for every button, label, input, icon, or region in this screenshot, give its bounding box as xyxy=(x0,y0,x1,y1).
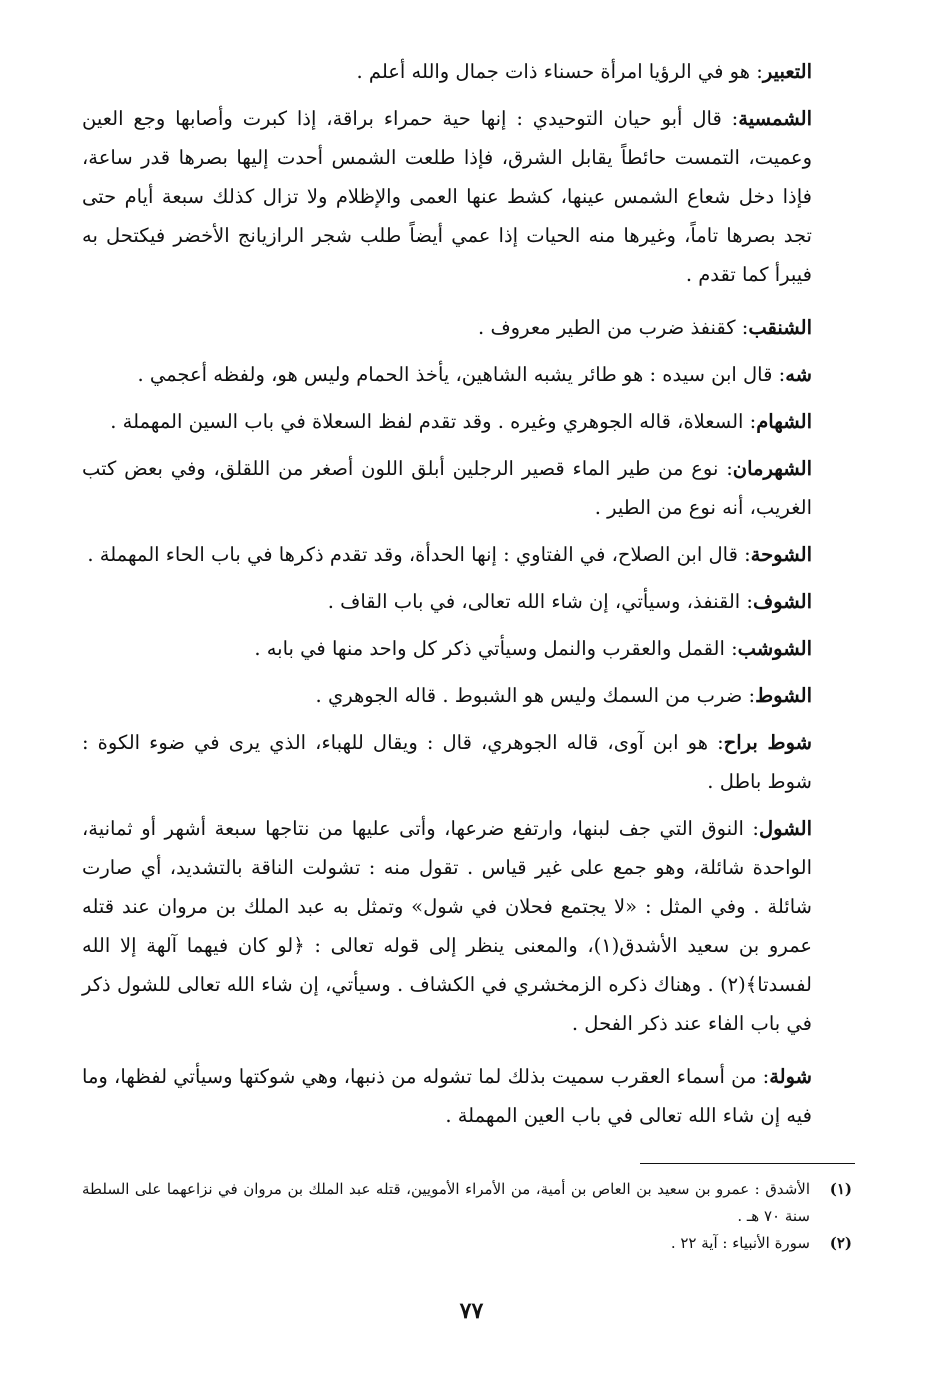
entry-shawt-barah xyxy=(82,723,812,801)
entry-shah xyxy=(82,355,812,394)
footnote xyxy=(82,1230,852,1257)
entry-alshunqub xyxy=(82,308,812,347)
entry-term: الشول xyxy=(759,817,812,840)
entry-altabir xyxy=(82,52,812,91)
entry-text: : قال ابن سيده : هو طائر يشبه الشاهين، يأخذ الحمام وليس هو، ولفظه أعجمي . xyxy=(137,363,786,386)
entry-alshiham xyxy=(82,402,812,441)
entry-text: : القمل والعقرب والنمل وسيأتي ذكر كل واحد منها في بابه . xyxy=(254,637,738,660)
entry-text: : كقنفذ ضرب من الطير معروف . xyxy=(478,316,749,339)
footnote-separator xyxy=(640,1163,855,1164)
footnotes xyxy=(82,1176,852,1257)
entry-alshawha xyxy=(82,535,812,574)
entry-shawla xyxy=(82,1057,812,1135)
entry-term: الشوحة xyxy=(750,543,812,566)
entry-text: : ضرب من السمك وليس هو الشبوط . قاله الجوهري . xyxy=(315,684,756,707)
entry-term: الشنقب xyxy=(748,316,812,339)
footnote xyxy=(82,1176,852,1230)
entry-text: : القنفذ، وسيأتي، إن شاء الله تعالى، في باب القاف . xyxy=(327,590,753,613)
entry-alshahraman xyxy=(82,449,812,527)
entry-term: الشوشب xyxy=(737,637,812,660)
footnote-mark: (١) xyxy=(829,1180,852,1198)
entry-alshamsiya xyxy=(82,99,812,294)
entry-text: : نوع من طير الماء قصير الرجلين أبلق اللون أصغر من اللقلق، وفي بعض كتب الغريب، أنه نوع من الطير . xyxy=(82,457,812,519)
entry-text: : قال أبو حيان التوحيدي : إنها حية حمراء براقة، إذا كبرت وأصابها وجع العين وعميت، التمست حائطاً يقابل الشرق، فإذا طلعت الشمس أحدت إليها بصرها قدر ساعة، فإذا دخل شعاع الشمس عينها، كشط عنها العمى والإظلام ولا تزال كذلك سبعة أيام حتى تجد بصرها تاماً، وغيرها منه الحيات إذا عمي أيضاً طلب شجر الرازيانج الأخضر فيكتحل به فيبرأ كما تقدم . xyxy=(82,107,812,286)
entry-term: شوط براح xyxy=(723,731,812,754)
entry-text: : السعلاة، قاله الجوهري وغيره . وقد تقدم لفظ السعلاة في باب السين المهملة . xyxy=(110,410,757,433)
entry-alshawf xyxy=(82,582,812,621)
dictionary-body xyxy=(82,52,812,1143)
entry-term: الشهرمان xyxy=(732,457,812,480)
page-number: ٧٧ xyxy=(459,1298,484,1324)
entry-text: : من أسماء العقرب سميت بذلك لما تشوله من ذنبها، وهي شوكتها وسيأتي لفظها، وما فيه إن شاء الله تعالى في باب العين المهملة . xyxy=(82,1065,812,1127)
entry-text: : النوق التي جف لبنها، وارتفع ضرعها، وأتى عليها من نتاجها سبعة أشهر أو ثمانية، الواحدة شائلة، وهو جمع على غير قياس . تقول منه : تشولت الناقة بالتشديد، أي صارت شائلة . وفي المثل : «لا يجتمع فحلان في شول» وتمثل به عبد الملك بن مروان عند قتله عمرو بن سعيد الأشدق(١)، والمعنى ينظر إلى قوله تعالى : ﴿لو كان فيهما آلهة إلا الله لفسدتا﴾(٢) . وهناك ذكره الزمخشري في الكشاف . وسيأتي، إن شاء الله تعالى للشول ذكر في باب الفاء عند ذكر الفحل . xyxy=(82,817,812,1035)
entry-alshawshab xyxy=(82,629,812,668)
entry-term: الشهام xyxy=(756,410,812,433)
entry-text: : قال ابن الصلاح، في الفتاوي : إنها الحدأة، وقد تقدم ذكرها في باب الحاء المهملة . xyxy=(87,543,751,566)
footnote-mark: (٢) xyxy=(829,1234,852,1252)
entry-term: الشوف xyxy=(752,590,812,613)
entry-term: الشوط xyxy=(755,684,812,707)
entry-term: الشمسية xyxy=(738,107,812,130)
entry-term: التعبير xyxy=(762,60,812,83)
entry-text: : هو في الرؤيا امرأة حسناء ذات جمال والله أعلم . xyxy=(356,60,763,83)
footnote-text: سورة الأنبياء : آية ٢٢ . xyxy=(670,1234,810,1252)
footnote-text: الأشدق : عمرو بن سعيد بن العاص بن أمية، من الأمراء الأمويين، قتله عبد الملك بن مروان في نزاعهما على السلطة سنة ٧٠ هـ . xyxy=(82,1180,810,1225)
entry-alshawl xyxy=(82,809,812,1043)
entry-term: شولة xyxy=(769,1065,812,1088)
entry-text: : هو ابن آوى، قاله الجوهري، قال : ويقال للهباء، الذي يرى في ضوء الكوة : شوط باطل . xyxy=(82,731,812,793)
entry-alshawt xyxy=(82,676,812,715)
entry-term: شه xyxy=(785,363,812,386)
